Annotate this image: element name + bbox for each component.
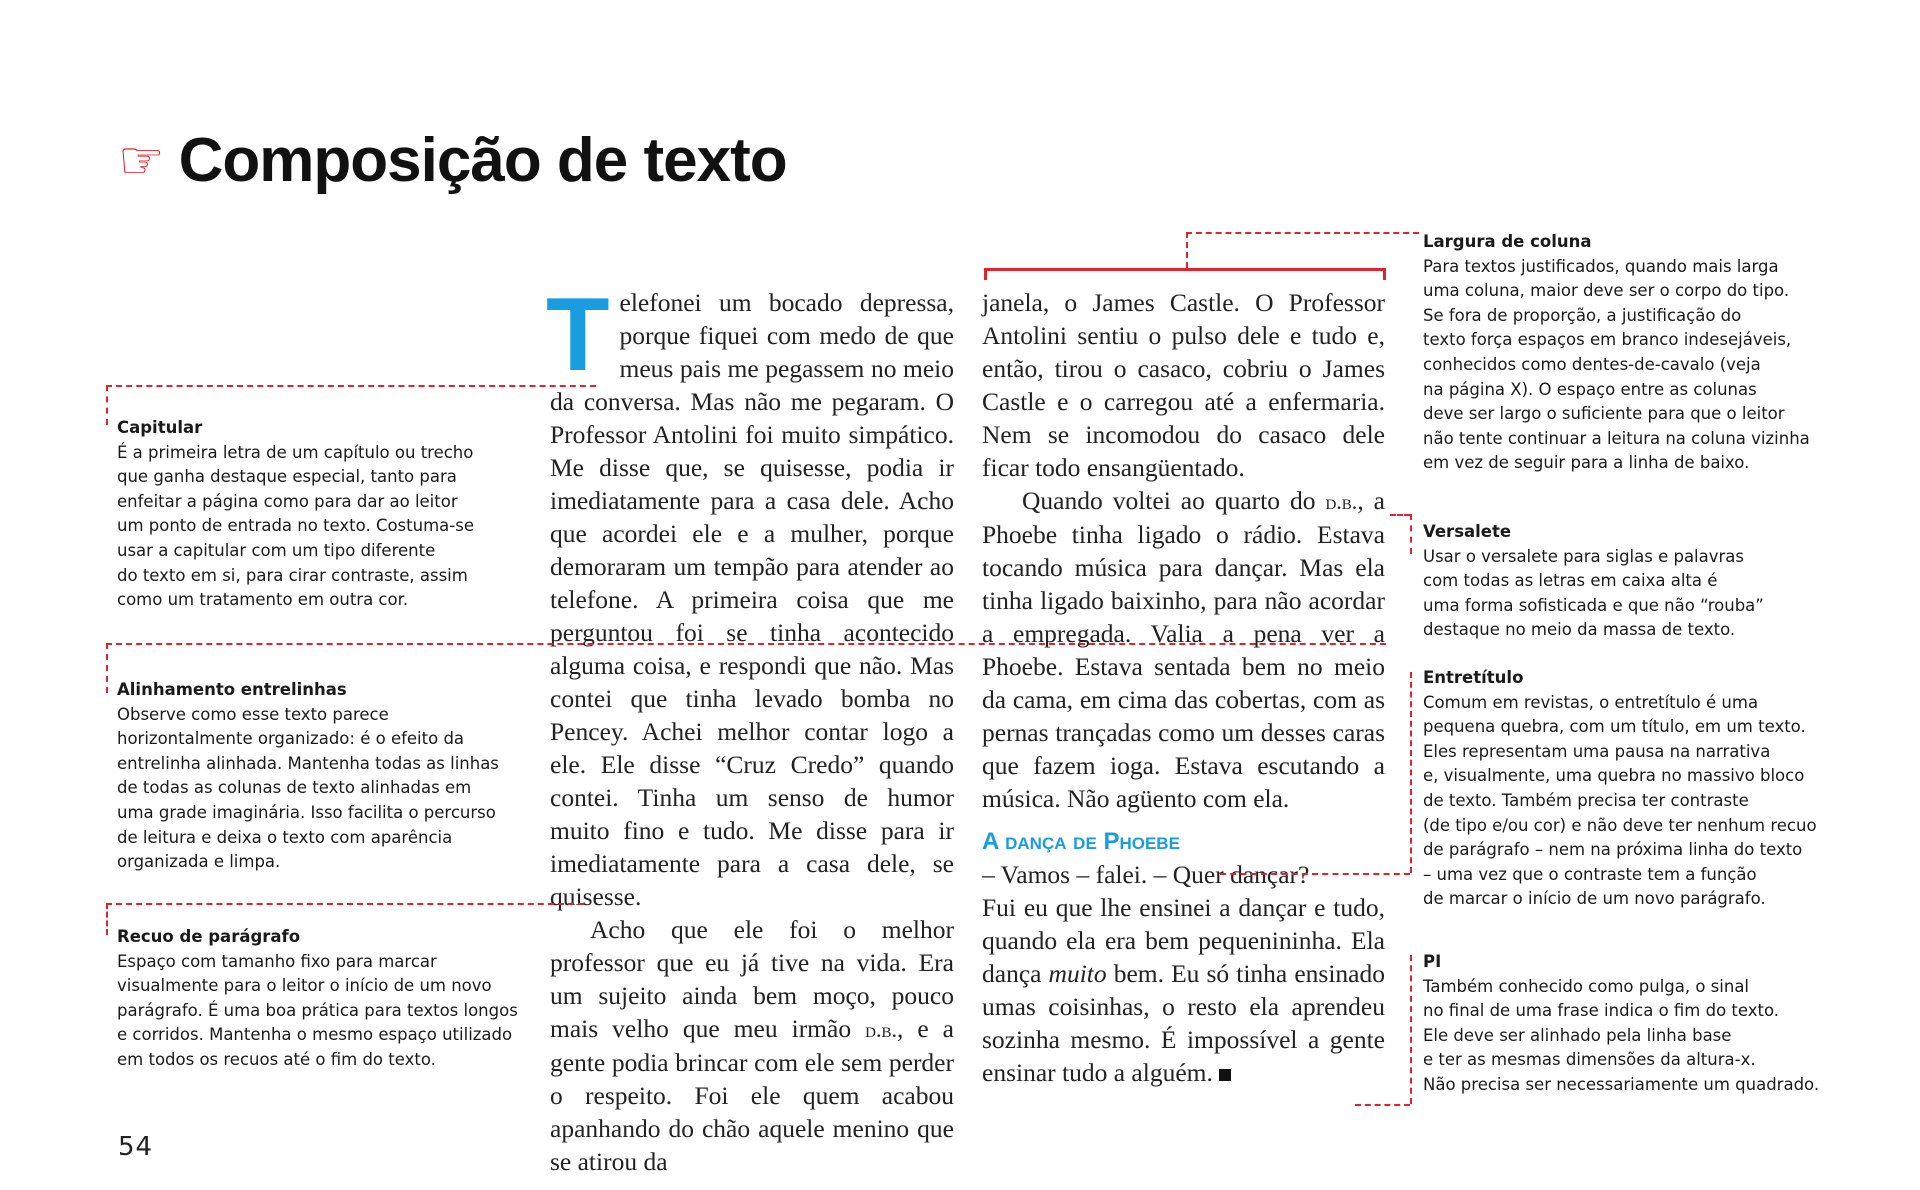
guide-entretitulo-v — [1410, 672, 1412, 873]
note-versalete — [1423, 520, 1843, 643]
note-alinhamento — [117, 678, 537, 875]
guide-versalete-h — [1390, 514, 1410, 516]
subheading: A dança de Phoebe — [982, 828, 1180, 855]
end-sign-icon — [1219, 1069, 1231, 1081]
guide-capitular-v — [106, 385, 108, 425]
note-title: Versalete — [1423, 522, 1512, 541]
paragraph-text: bem. Eu só tinha ensinado umas coisinhas, o resto ela aprendeu sozinha mesmo. É impossível a gente ensinar tudo a alguém. — [982, 959, 1385, 1087]
note-title: Alinhamento entrelinhas — [117, 680, 347, 699]
guide-versalete-v — [1410, 514, 1412, 554]
note-body: Para textos justificados, quando mais larga uma coluna, maior deve ser o corpo do tipo. Se fora de proporção, a justificação do texto força espaços em branco indesejáveis, conhecidos como dentes-de-cavalo (veja na página X). O espaço entre as colunas deve ser largo o suficiente para que o leitor não tente continuar a leitura na coluna vizinha em vez de seguir para a linha de baixo. — [1423, 256, 1810, 473]
note-body: Espaço com tamanho fixo para marcar visualmente para o leitor o início de um novo parágrafo. É uma boa prática para textos longos e corridos. Mantenha o mesmo espaço utilizado em todos os recuos até o fim do texto. — [117, 951, 518, 1069]
note-body: Comum em revistas, o entretítulo é uma pequena quebra, com um título, em um texto. Eles representam uma pausa na narrativa e, visualmente, uma quebra no massivo bloco de texto. Também precisa ter contraste (de tipo e/ou cor) e não deve ter nenhum recuo de parágrafo – nem na próxima linha do texto – uma vez que o contraste tem a função de marcar o início de um novo parágrafo. — [1423, 692, 1817, 909]
paragraph-text: , a Phoebe tinha ligado o rádio. Estava tocando música para dançar. Mas ela tinha ligado baixinho, para não acordar a empregada. Valia a pena ver a Phoebe. Estava sentada bem no meio da cama, em cima das cobertas, com as pernas trançadas como um desses caras que fazem ioga. Estava escutando a música. Não agüento com ela. — [982, 486, 1385, 813]
small-caps-abbrev: d.b. — [1325, 489, 1358, 514]
article-column-2 — [982, 286, 1385, 1089]
guide-alinhamento-v — [106, 643, 108, 693]
small-caps-abbrev: d.b. — [865, 1017, 897, 1042]
note-body: Observe como esse texto parece horizontalmente organizado: é o efeito da entrelinha alinhada. Mantenha todas as linhas de todas as colunas de texto alinhadas em uma grade imaginária. Isso facilita o percurso de leitura e deixa o texto com aparência organizada e limpa. — [117, 704, 499, 872]
guide-recuo-h — [106, 903, 584, 905]
drop-cap: T — [546, 277, 610, 393]
paragraph-text: Fui eu que lhe ensinei a dançar e tudo, quando ela era bem pequenininha. Ela dança — [982, 893, 1385, 988]
guide-largura-h — [1186, 232, 1419, 234]
note-body: Usar o versalete para siglas e palavras com todas as letras em caixa alta é uma forma sofisticada e que não “rouba” destaque no meio da massa de texto. — [1423, 546, 1764, 640]
note-recuo — [117, 925, 537, 1073]
paragraph-text: Acho que ele foi o melhor professor que eu já tive na vida. Era um sujeito ainda bem moço, pouco mais velho que meu irmão — [550, 915, 954, 1043]
note-pi — [1423, 950, 1843, 1098]
note-title: PI — [1423, 952, 1442, 971]
note-largura-coluna — [1423, 230, 1843, 476]
article-paragraph — [982, 891, 1385, 1089]
note-title: Recuo de parágrafo — [117, 927, 301, 946]
guide-capitular-h — [106, 385, 596, 387]
note-body: Também conhecido como pulga, o sinal no final de uma frase indica o fim do texto. Ele deve ser alinhado pela linha base e ter as mesmas dimensões da altura-x. Não precisa ser necessariamente um quadrado. — [1423, 976, 1820, 1094]
article-paragraph — [982, 484, 1385, 815]
note-body: É a primeira letra de um capítulo ou trecho que ganha destaque especial, tanto para enfeitar a página como para dar ao leitor um ponto de entrada no texto. Costuma-se usar a capitular com um tipo diferente do texto em si, para cirar contraste, assim como um tratamento em outra cor. — [117, 442, 474, 610]
guide-alinhamento-h — [106, 643, 1386, 645]
guide-entretitulo-h — [1220, 873, 1410, 875]
page-title-text: Composição de texto — [178, 126, 787, 195]
guide-pi-h — [1355, 1104, 1410, 1106]
note-title: Entretítulo — [1423, 668, 1524, 687]
guide-largura-v — [1186, 232, 1188, 268]
paragraph-text: elefonei um bocado depressa, porque fiquei com medo de que meus pais me pegassem no meio da conversa. Mas não me pegaram. O Professor Antolini foi muito simpático. Me disse que, se quisesse, podia ir imediatamente para a casa dele. Acho que acordei ele e a mulher, porque demoraram um tempão para atender ao telefone. A primeira coisa que me perguntou foi se tinha acontecido alguma coisa, e respondi que não. Mas contei que tinha levado bomba no Pencey. Achei melhor contar logo a ele. Ele disse “Cruz Credo” quando contei. Tinha um senso de humor muito fino e tudo. Me disse para ir imediatamente para a casa dele, se quisesse. — [550, 288, 954, 911]
guide-pi-v — [1410, 955, 1412, 1104]
note-capitular — [117, 416, 537, 613]
page-number: 54 — [118, 1132, 154, 1162]
guide-recuo-v — [106, 903, 108, 935]
paragraph-text: – Vamos – falei. – Quer dançar? — [982, 860, 1310, 889]
note-title: Capitular — [117, 418, 203, 437]
paragraph-text: , e a gente podia brincar com ele sem perder o respeito. Foi ele quem acabou apanhando do chão aquele menino que se atirou da — [550, 1014, 955, 1176]
paragraph-text: janela, o James Castle. O Professor Antolini sentiu o pulso dele e tudo e, então, tirou o casaco, cobriu o James Castle e o carregou até a enfermaria. Nem se incomodou do casaco dele ficar todo ensangüentado. — [982, 288, 1385, 482]
article-paragraph — [546, 277, 954, 913]
column-width-bracket-left — [984, 268, 987, 280]
note-entretitulo — [1423, 666, 1843, 912]
article-paragraph — [550, 913, 954, 1178]
paragraph-text: Quando voltei ao quarto do — [1022, 486, 1326, 515]
note-title: Largura de coluna — [1423, 232, 1592, 251]
emphasis-text: muito — [1048, 959, 1107, 988]
page-title — [118, 126, 787, 195]
column-width-bracket-right — [1383, 268, 1386, 280]
article-paragraph — [982, 286, 1385, 484]
column-width-bracket — [984, 268, 1386, 271]
pointing-hand-icon: ☞ — [118, 131, 165, 191]
article-column-1 — [546, 277, 955, 1178]
